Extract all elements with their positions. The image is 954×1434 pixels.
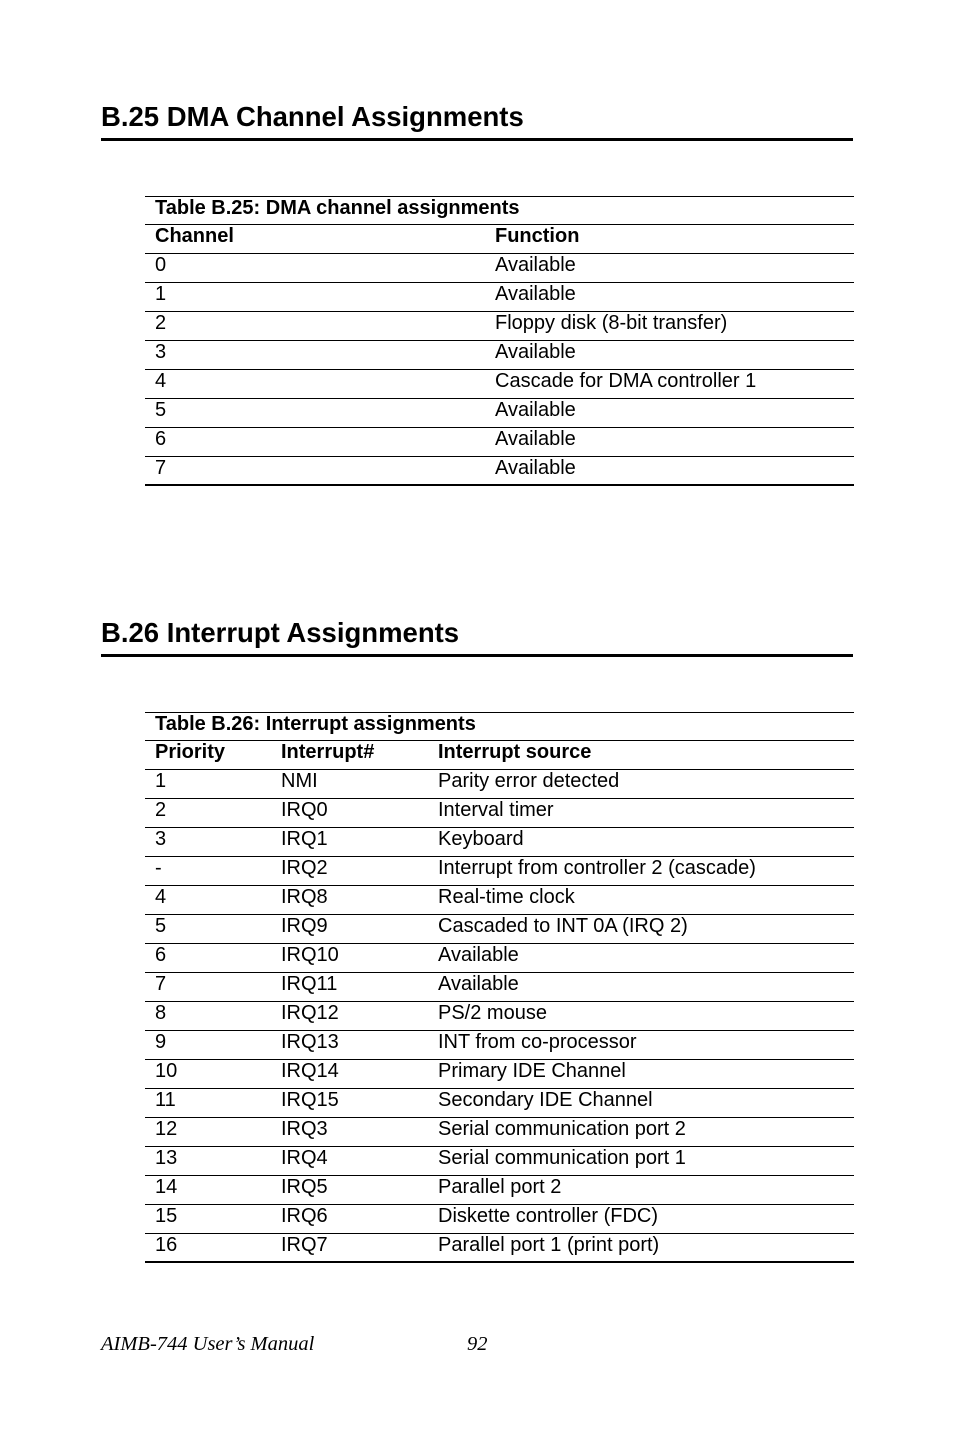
table-row <box>145 1147 854 1176</box>
table-cell: 14 <box>155 1176 178 1198</box>
table-row <box>145 973 854 1002</box>
table-cell: IRQ9 <box>281 915 328 937</box>
table-cell: 3 <box>155 828 167 850</box>
table-cell: Available <box>495 283 576 305</box>
table-cell: 15 <box>155 1205 178 1227</box>
table-row <box>145 1118 854 1147</box>
table-cell: Available <box>495 254 576 276</box>
table-cell: 0 <box>155 254 167 276</box>
table-cell: 2 <box>155 312 167 334</box>
column-header: Priority <box>155 741 226 763</box>
table-row <box>145 1002 854 1031</box>
table-row <box>145 1205 854 1234</box>
table-cell: Parity error detected <box>438 770 620 792</box>
table-row <box>145 770 854 799</box>
table-cell: Primary IDE Channel <box>438 1060 626 1082</box>
table-cell: Available <box>495 428 576 450</box>
table-row <box>145 283 854 312</box>
table-cell: IRQ5 <box>281 1176 328 1198</box>
table-cell: 3 <box>155 341 167 363</box>
table-cell: IRQ2 <box>281 857 328 879</box>
table-cell: IRQ12 <box>281 1002 339 1024</box>
table-cell: IRQ10 <box>281 944 339 966</box>
table-row <box>145 1234 854 1263</box>
caption-text: Table B.26: Interrupt assignments <box>155 713 476 735</box>
caption-text: Table B.25: DMA channel assignments <box>155 197 520 219</box>
table-header-row <box>145 225 854 254</box>
table-cell: Parallel port 1 (print port) <box>438 1234 660 1256</box>
table-cell: IRQ3 <box>281 1118 328 1140</box>
section-heading-dma: B.25 DMA Channel Assignments <box>101 103 853 141</box>
table-row <box>145 799 854 828</box>
table-cell: IRQ0 <box>281 799 328 821</box>
table-row <box>145 828 854 857</box>
table-cell: 2 <box>155 799 167 821</box>
table-cell: - <box>155 857 162 879</box>
table-cell: 5 <box>155 399 167 421</box>
table-cell: 12 <box>155 1118 178 1140</box>
table-cell: 9 <box>155 1031 167 1053</box>
table-header-row <box>145 741 854 770</box>
table-row <box>145 886 854 915</box>
table-cell: Parallel port 2 <box>438 1176 562 1198</box>
table-cell: IRQ15 <box>281 1089 339 1111</box>
table-row <box>145 370 854 399</box>
table-cell: 5 <box>155 915 167 937</box>
table-cell: IRQ1 <box>281 828 328 850</box>
column-header: Function <box>495 225 580 247</box>
table-cell: 8 <box>155 1002 167 1024</box>
table-row <box>145 312 854 341</box>
table-cell: 4 <box>155 886 167 908</box>
table-cell: PS/2 mouse <box>438 1002 547 1024</box>
column-header: Interrupt source <box>438 741 592 763</box>
table-row <box>145 399 854 428</box>
table-cell: 11 <box>155 1089 176 1111</box>
table-row <box>145 1089 854 1118</box>
table-cell: 1 <box>155 283 167 305</box>
table-cell: Keyboard <box>438 828 524 850</box>
table-cell: NMI <box>281 770 318 792</box>
table-cell: IRQ4 <box>281 1147 328 1169</box>
table-cell: IRQ14 <box>281 1060 339 1082</box>
footer-manual-title: AIMB-744 User’s Manual <box>101 1333 315 1355</box>
table-row <box>145 254 854 283</box>
table-row <box>145 944 854 973</box>
table-row <box>145 1031 854 1060</box>
table-cell: IRQ7 <box>281 1234 328 1256</box>
column-header: Channel <box>155 225 234 247</box>
table-cell: Secondary IDE Channel <box>438 1089 653 1111</box>
table-cell: Available <box>495 399 576 421</box>
table-cell: 1 <box>155 770 167 792</box>
table-cell: Available <box>495 457 576 479</box>
table-cell: 7 <box>155 973 167 995</box>
table-cell: Diskette controller (FDC) <box>438 1205 659 1227</box>
table-cell: IRQ8 <box>281 886 328 908</box>
table-row <box>145 1176 854 1205</box>
table-row <box>145 915 854 944</box>
table-caption-dma <box>145 196 854 225</box>
section-heading-interrupt: B.26 Interrupt Assignments <box>101 619 853 657</box>
table-cell: Cascaded to INT 0A (IRQ 2) <box>438 915 688 937</box>
table-cell: IRQ13 <box>281 1031 339 1053</box>
footer-page-number: 92 <box>467 1333 488 1355</box>
table-row <box>145 857 854 886</box>
table-cell: 16 <box>155 1234 178 1256</box>
table-cell: 4 <box>155 370 167 392</box>
table-cell: Interval timer <box>438 799 554 821</box>
table-cell: 6 <box>155 944 167 966</box>
table-row <box>145 1060 854 1089</box>
table-cell: Serial communication port 2 <box>438 1118 686 1140</box>
table-cell: Interrupt from controller 2 (cascade) <box>438 857 756 879</box>
table-row <box>145 341 854 370</box>
table-row <box>145 457 854 486</box>
table-cell: 13 <box>155 1147 178 1169</box>
table-cell: Cascade for DMA controller 1 <box>495 370 757 392</box>
column-header: Interrupt# <box>281 741 375 763</box>
table-cell: Floppy disk (8-bit transfer) <box>495 312 728 334</box>
table-cell: 6 <box>155 428 167 450</box>
table-cell: 7 <box>155 457 167 479</box>
table-cell: Available <box>495 341 576 363</box>
table-caption-interrupt <box>145 712 854 741</box>
table-cell: INT from co-processor <box>438 1031 637 1053</box>
table-cell: Serial communication port 1 <box>438 1147 686 1169</box>
table-cell: Available <box>438 973 519 995</box>
table-cell: Available <box>438 944 519 966</box>
table-cell: Real-time clock <box>438 886 575 908</box>
table-row <box>145 428 854 457</box>
table-cell: IRQ6 <box>281 1205 328 1227</box>
table-cell: 10 <box>155 1060 178 1082</box>
table-cell: IRQ11 <box>281 973 338 995</box>
